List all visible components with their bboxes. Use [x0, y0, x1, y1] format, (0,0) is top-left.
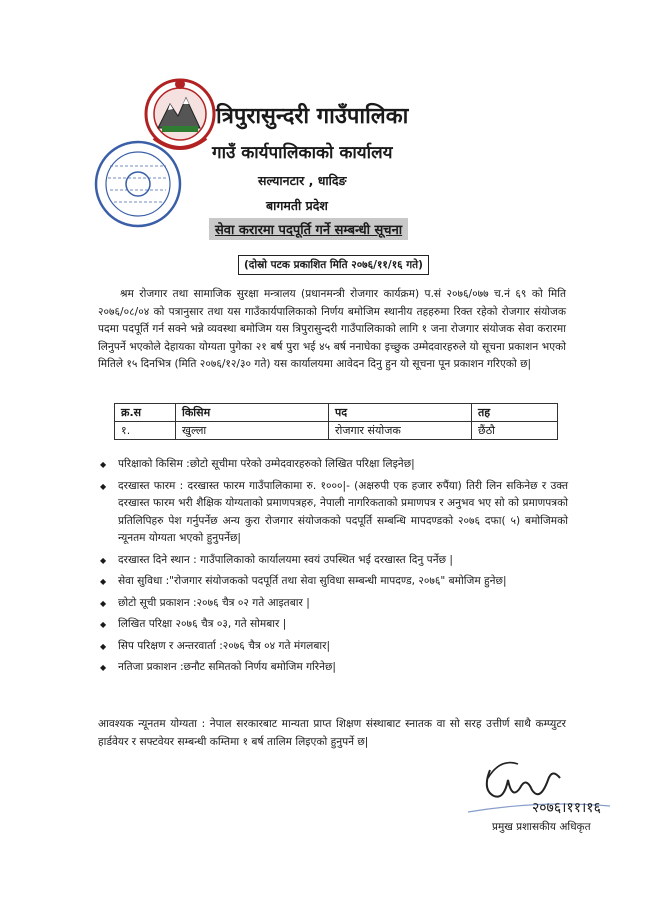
table-cell: खुल्ला [176, 422, 329, 440]
signature-date: २०७६।११।१६ [532, 800, 601, 816]
signatory-title: प्रमुख प्रशासकीय अधिकृत [492, 821, 591, 833]
table-cell: छैंठौ [472, 422, 558, 440]
republish-date: (दोस्रो पटक प्रकाशित मिति २०७६/११/१६ गते) [238, 255, 429, 275]
list-item: ◆ लिखित परिक्षा २०७६ चैत्र ०३, गते सोमबार | [98, 616, 568, 634]
signature-icon [460, 750, 620, 830]
vacancy-table [114, 403, 558, 440]
table-header: क्र.स [115, 404, 176, 422]
municipality-name: त्रिपुरासुन्दरी गाउँपालिका [216, 103, 409, 129]
intro-text: श्रम रोजगार तथा सामाजिक सुरक्षा मन्त्रालय (प्रधानमन्त्री रोजगार कार्यक्रम) प.सं २०७६/०७७ च.नं ६९ को मिति २०७६/०८/०४ को पत्रानुसार तथा यस गाउँकार्यपालिकाको निर्णय बमोजिम स्थानीय तहहरुमा रिक्त रहेको रोजगार संयोजक पदमा पदपूर्ति गर्न सक्ने भन्ने व्यवस्था बमोजिम यस त्रिपुरासुन्दरी गाउँपालिकाको लागि १ जना रोजगार संयोजक सेवा करारमा लिनुपर्ने भएकोले देहायका योग्यता पुगेका २१ बर्ष पुरा भई ४५ बर्ष ननाघेका इच्छुक उम्मेदवारहरुले यो सूचना प्रकाशन भएको मितिले १५ दिनभित्र (मिति २०७६/१२/३० गते) यस कार्यालयमा आवेदन दिनु हुन यो सूचना पून प्रकाशन गरिएको छ| [98, 288, 566, 370]
office-name: गाउँ कार्यपालिकाको कार्यालय [212, 143, 393, 163]
list-item: ◆ परिक्षाको किसिम :छोटो सूचीमा परेको उम्मेदवारहरुको लिखित परिक्षा लिइनेछ| [98, 456, 568, 474]
notice-title: सेवा करारमा पदपूर्ति गर्ने सम्बन्धी सूचना [209, 218, 408, 240]
table-header: किसिम [176, 404, 329, 422]
table-cell: १. [115, 422, 176, 440]
list-item: ◆ सिप परिक्षण र अन्तरवार्ता :२०७६ चैत्र ०४ गते मंगलबार| [98, 638, 568, 656]
office-stamp-icon [96, 142, 180, 226]
list-item: ◆ सेवा सुविधा :"रोजगार संयोजकको पदपूर्ति तथा सेवा सुविधा सम्बन्धी मापदण्ड, २०७६" बमोजिम हुनेछ| [98, 573, 568, 591]
intro-paragraph [98, 286, 566, 374]
list-item: ◆ दरखास्त फारम : दरखास्त फारम गाउँपालिकामा रु. १०००|- (अक्षरुपी एक हजार रुपैंया) तिरी लिन सकिनेछ र उक्त दरखास्त फारम भरी शैक्षिक योग्यताको प्रमाणपत्रहरु, नेपाली नागरिकताको प्रमाणपत्र र अनुभव भए सो को प्रमाणपत्रको प्रतिलिपिहरु पेश गर्नुपर्नेछ अन्य कुरा रोजगार संयोजकको पदपूर्ति सम्बन्धि मापदण्डको २०७६ दफा( ५) बमोजिमको न्यूनतम योग्यता भएको हुनुपर्नेछ| [98, 478, 568, 548]
table-header: तह [472, 404, 558, 422]
list-item: ◆ छोटो सूची प्रकाशन :२०७६ चैत्र ०२ गते आइतबार | [98, 595, 568, 613]
list-item: ◆ दरखास्त दिने स्थान : गाउँपालिकाको कार्यालयमा स्वयं उपस्थित भई दरखास्त दिनु पर्नेछ | [98, 552, 568, 570]
office-address: सल्यानटार , धादिङ [258, 173, 347, 188]
table-header-row [115, 404, 558, 422]
province-name: बागमती प्रदेश [266, 198, 328, 213]
table-header: पद [329, 404, 472, 422]
table-cell: रोजगार संयोजक [329, 422, 472, 440]
table-row [115, 422, 558, 440]
list-item: ◆ नतिजा प्रकाशन :छनौट समितको निर्णय बमोजिम गरिनेछ| [98, 659, 568, 677]
nepal-emblem-icon [146, 79, 214, 148]
minimum-qualification: आवश्यक न्यूनतम योग्यता : नेपाल सरकारबाट मान्यता प्राप्त शिक्षण संस्थाबाट स्नातक वा सो सरह उत्तीर्ण साथै कम्प्युटर हार्डवेयर र सफ्टवेयर सम्बन्धी कम्तिमा १ बर्ष तालिम लिइएको हुनुपर्ने छ| [98, 718, 566, 748]
details-list [98, 456, 568, 681]
